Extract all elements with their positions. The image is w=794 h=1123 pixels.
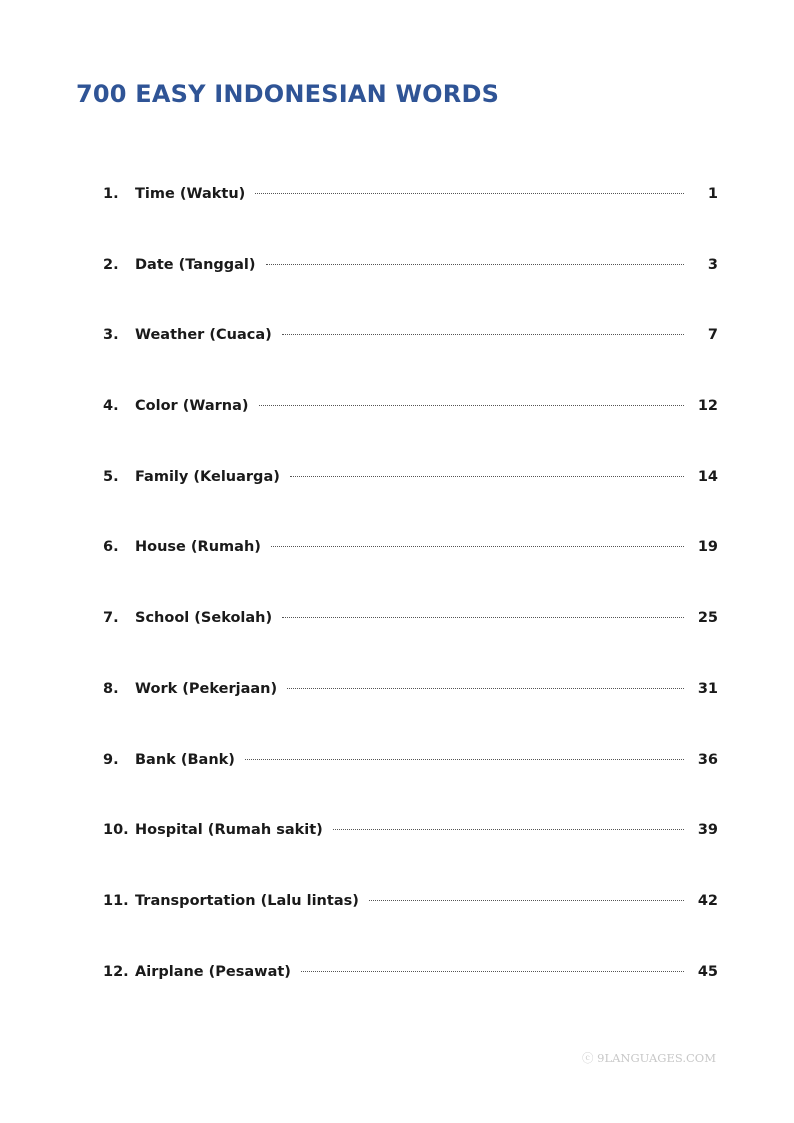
toc-entry-title: Family (Keluarga) bbox=[135, 468, 280, 485]
toc-dot-leader bbox=[287, 688, 684, 689]
toc-entry-page-number: 39 bbox=[697, 822, 718, 839]
toc-entry-title: Airplane (Pesawat) bbox=[135, 963, 291, 980]
toc-dot-leader bbox=[369, 900, 684, 901]
toc-entry[interactable] bbox=[103, 893, 718, 964]
toc-entry-page-number: 19 bbox=[697, 539, 718, 556]
toc-entry-number: 2. bbox=[103, 256, 119, 273]
toc-entry-page-number: 31 bbox=[697, 680, 718, 697]
toc-entry-number: 7. bbox=[103, 610, 119, 627]
toc-entry-number: 6. bbox=[103, 539, 119, 556]
toc-entry[interactable] bbox=[103, 257, 718, 328]
toc-dot-leader bbox=[333, 829, 684, 830]
table-of-contents bbox=[103, 186, 718, 1034]
toc-entry-page-number: 36 bbox=[697, 751, 718, 768]
toc-entry-title: Hospital (Rumah sakit) bbox=[135, 822, 323, 839]
toc-entry[interactable] bbox=[103, 752, 718, 823]
toc-entry-page-number: 3 bbox=[707, 256, 718, 273]
toc-entry-number: 10. bbox=[103, 822, 129, 839]
toc-entry[interactable] bbox=[103, 539, 718, 610]
toc-entry-title: Transportation (Lalu lintas) bbox=[135, 892, 359, 909]
toc-entry-number: 11. bbox=[103, 892, 129, 909]
page-title: 700 EASY INDONESIAN WORDS bbox=[76, 80, 500, 108]
toc-entry-title: Bank (Bank) bbox=[135, 751, 235, 768]
toc-entry-number: 9. bbox=[103, 751, 119, 768]
toc-entry-page-number: 42 bbox=[697, 892, 718, 909]
toc-entry-page-number: 25 bbox=[697, 610, 718, 627]
toc-entry-title: Time (Waktu) bbox=[135, 186, 246, 202]
toc-entry[interactable] bbox=[103, 822, 718, 893]
toc-entry-number: 8. bbox=[103, 680, 119, 697]
toc-entry-number: 5. bbox=[103, 468, 119, 485]
toc-entry-number: 4. bbox=[103, 398, 119, 415]
toc-entry-title: Color (Warna) bbox=[135, 398, 249, 415]
toc-entry-title: Date (Tanggal) bbox=[135, 256, 256, 273]
toc-entry-number: 1. bbox=[103, 186, 119, 202]
toc-entry-title: School (Sekolah) bbox=[135, 610, 273, 627]
toc-entry[interactable] bbox=[103, 681, 718, 752]
toc-dot-leader bbox=[245, 759, 684, 760]
toc-entry-page-number: 7 bbox=[707, 327, 718, 344]
toc-dot-leader bbox=[282, 617, 684, 618]
toc-entry[interactable] bbox=[103, 964, 718, 1035]
toc-entry-title: House (Rumah) bbox=[135, 539, 261, 556]
toc-entry-page-number: 12 bbox=[697, 398, 718, 415]
toc-dot-leader bbox=[266, 264, 684, 265]
toc-entry[interactable] bbox=[103, 610, 718, 681]
toc-entry[interactable] bbox=[103, 327, 718, 398]
toc-dot-leader bbox=[282, 334, 684, 335]
toc-entry-number: 12. bbox=[103, 963, 129, 980]
toc-dot-leader bbox=[290, 476, 684, 477]
toc-entry-page-number: 45 bbox=[697, 963, 718, 980]
toc-entry-title: Work (Pekerjaan) bbox=[135, 680, 278, 697]
copyright-watermark: ⓒ 9LANGUAGES.COM bbox=[581, 1051, 716, 1065]
toc-entry[interactable] bbox=[103, 398, 718, 469]
toc-dot-leader bbox=[255, 193, 684, 194]
toc-entry[interactable] bbox=[103, 469, 718, 540]
toc-dot-leader bbox=[271, 546, 684, 547]
toc-dot-leader bbox=[259, 405, 684, 406]
toc-entry[interactable] bbox=[103, 186, 718, 257]
toc-dot-leader bbox=[301, 971, 684, 972]
toc-entry-page-number: 14 bbox=[697, 468, 718, 485]
toc-entry-title: Weather (Cuaca) bbox=[135, 327, 272, 344]
toc-entry-number: 3. bbox=[103, 327, 119, 344]
toc-entry-page-number: 1 bbox=[707, 186, 718, 202]
